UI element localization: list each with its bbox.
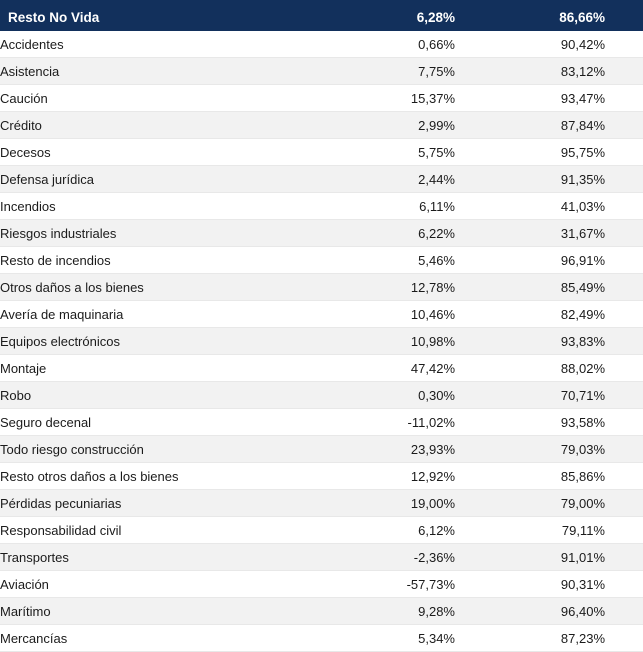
- table-row: [0, 85, 643, 112]
- row-label: Crédito: [0, 112, 347, 139]
- table-row: [0, 463, 643, 490]
- row-value-2: 85,86%: [493, 463, 643, 490]
- table-row: [0, 517, 643, 544]
- row-label: Otros daños a los bienes: [0, 274, 347, 301]
- row-value-1: 10,46%: [347, 301, 493, 328]
- header-label: Resto No Vida: [0, 4, 347, 31]
- row-value-1: 19,00%: [347, 490, 493, 517]
- row-label: Resto de incendios: [0, 247, 347, 274]
- table-row: [0, 58, 643, 85]
- row-label: Equipos electrónicos: [0, 328, 347, 355]
- row-value-2: 91,01%: [493, 544, 643, 571]
- row-value-1: 23,93%: [347, 436, 493, 463]
- row-value-1: -2,36%: [347, 544, 493, 571]
- table-row: [0, 112, 643, 139]
- table-row: [0, 490, 643, 517]
- row-value-2: 95,75%: [493, 139, 643, 166]
- row-value-1: 12,92%: [347, 463, 493, 490]
- row-label: Marítimo: [0, 598, 347, 625]
- row-label: Aviación: [0, 571, 347, 598]
- row-value-1: 5,34%: [347, 625, 493, 652]
- table-row: [0, 355, 643, 382]
- row-label: Seguro decenal: [0, 409, 347, 436]
- row-value-1: 0,66%: [347, 31, 493, 58]
- row-value-2: 87,23%: [493, 625, 643, 652]
- row-value-2: 91,35%: [493, 166, 643, 193]
- table-row: [0, 31, 643, 58]
- row-value-1: 15,37%: [347, 85, 493, 112]
- row-label: Montaje: [0, 355, 347, 382]
- row-label: Pérdidas pecuniarias: [0, 490, 347, 517]
- row-value-1: 5,46%: [347, 247, 493, 274]
- table-row: [0, 247, 643, 274]
- row-label: Caución: [0, 85, 347, 112]
- row-value-1: -57,73%: [347, 571, 493, 598]
- row-value-1: 6,11%: [347, 193, 493, 220]
- row-label: Defensa jurídica: [0, 166, 347, 193]
- row-value-2: 90,42%: [493, 31, 643, 58]
- table-row: [0, 274, 643, 301]
- table-row: [0, 436, 643, 463]
- row-value-2: 82,49%: [493, 301, 643, 328]
- row-label: Riesgos industriales: [0, 220, 347, 247]
- row-value-2: 88,02%: [493, 355, 643, 382]
- row-value-1: 47,42%: [347, 355, 493, 382]
- row-value-1: 10,98%: [347, 328, 493, 355]
- row-label: Responsabilidad civil: [0, 517, 347, 544]
- row-value-1: 5,75%: [347, 139, 493, 166]
- row-value-1: 0,30%: [347, 382, 493, 409]
- row-value-2: 93,47%: [493, 85, 643, 112]
- row-value-2: 41,03%: [493, 193, 643, 220]
- row-value-2: 79,00%: [493, 490, 643, 517]
- table-row: [0, 598, 643, 625]
- row-value-2: 83,12%: [493, 58, 643, 85]
- row-value-2: 96,40%: [493, 598, 643, 625]
- row-label: Mercancías: [0, 625, 347, 652]
- row-value-1: 2,44%: [347, 166, 493, 193]
- table-row: [0, 328, 643, 355]
- row-value-2: 96,91%: [493, 247, 643, 274]
- row-value-1: -11,02%: [347, 409, 493, 436]
- table-row: [0, 166, 643, 193]
- header-value-2: 86,66%: [493, 4, 643, 31]
- row-label: Incendios: [0, 193, 347, 220]
- row-value-2: 79,11%: [493, 517, 643, 544]
- row-label: Decesos: [0, 139, 347, 166]
- row-value-2: 70,71%: [493, 382, 643, 409]
- row-label: Resto otros daños a los bienes: [0, 463, 347, 490]
- table-row: [0, 409, 643, 436]
- table-row: [0, 382, 643, 409]
- row-label: Asistencia: [0, 58, 347, 85]
- row-value-1: 9,28%: [347, 598, 493, 625]
- row-value-2: 31,67%: [493, 220, 643, 247]
- table-row: [0, 544, 643, 571]
- row-value-2: 79,03%: [493, 436, 643, 463]
- row-value-1: 12,78%: [347, 274, 493, 301]
- row-value-1: 6,12%: [347, 517, 493, 544]
- row-value-1: 6,22%: [347, 220, 493, 247]
- table-row: [0, 301, 643, 328]
- table-row: [0, 220, 643, 247]
- row-label: Accidentes: [0, 31, 347, 58]
- table-row: [0, 139, 643, 166]
- table-row: [0, 193, 643, 220]
- row-value-1: 7,75%: [347, 58, 493, 85]
- row-value-2: 87,84%: [493, 112, 643, 139]
- row-value-1: 2,99%: [347, 112, 493, 139]
- row-value-2: 93,83%: [493, 328, 643, 355]
- row-value-2: 93,58%: [493, 409, 643, 436]
- table-header-row: [0, 4, 643, 31]
- row-label: Todo riesgo construcción: [0, 436, 347, 463]
- header-value-1: 6,28%: [347, 4, 493, 31]
- row-label: Robo: [0, 382, 347, 409]
- row-value-2: 85,49%: [493, 274, 643, 301]
- row-label: Transportes: [0, 544, 347, 571]
- table-row: [0, 571, 643, 598]
- row-value-2: 90,31%: [493, 571, 643, 598]
- table-row: [0, 625, 643, 652]
- row-label: Avería de maquinaria: [0, 301, 347, 328]
